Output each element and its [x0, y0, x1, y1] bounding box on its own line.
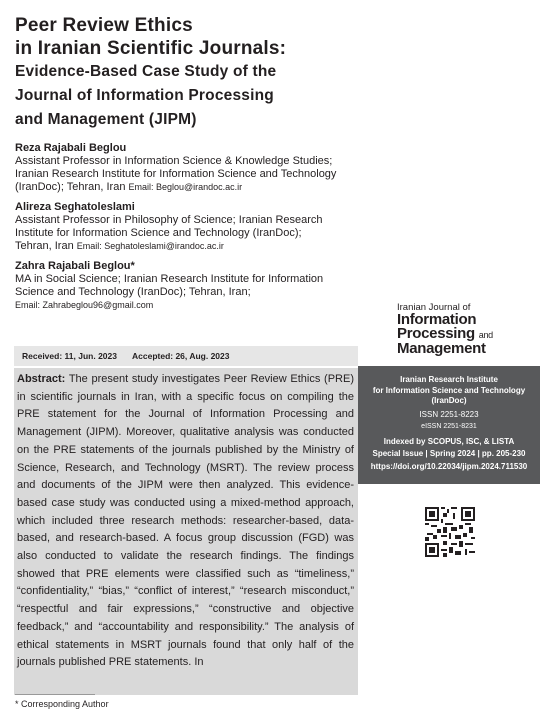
author-email[interactable]: Email: Seghatoleslami@irandoc.ac.ir — [76, 241, 224, 251]
paper-title — [15, 14, 345, 132]
title-line-3: Evidence-Based Case Study of the — [15, 63, 277, 80]
indexing: Indexed by SCOPUS, ISC, & LISTA — [383, 436, 515, 446]
author-affiliation: Assistant Professor in Philosophy of Science; Iranian Research — [15, 214, 323, 226]
qr-code — [425, 507, 475, 557]
author-affiliation: Institute for Information Science and Technology (IranDoc); — [15, 227, 302, 239]
journal-logo — [397, 303, 527, 356]
author-affiliation: (IranDoc); Tehran, Iran — [15, 181, 126, 193]
logo-line-2: Information — [397, 311, 477, 328]
author-name: Zahra Rajabali Beglou* — [15, 260, 135, 272]
institute-name: Iranian Research Institute — [400, 375, 498, 384]
author-affiliation: Assistant Professor in Information Science & Knowledge Studies; — [15, 155, 333, 167]
author-affiliation: Science and Technology (IranDoc); Tehran, Iran; — [15, 286, 251, 298]
doi-link[interactable]: https://doi.org/10.22034/jipm.2024.711530 — [370, 461, 528, 471]
title-line-5: and Management (JIPM) — [15, 111, 197, 128]
abstract-body: The present study investigates Peer Review Ethics (PRE) in scientific journals in Iran, with a specific focus on compiling the PRE statement for the Journal of Information Processing and Management (JIPM). Moreover, qualitative analysis was conducted on the PRE statements of the journals published by the Ministry of Science, Research, and Technology (MSRT). The review process and documents of the JIPM were then analyzed. This evidence-based case study was conducted using a mixed-method approach, which included three research methods: researcher-based, data-based, and research-based. A focus group discussion (FGD) was also conducted to validate the research findings. The findings showed that PRE elements were classified such as “timeliness,” “confidentiality,” “bias,” “conflict of interest,” “research misconduct,” “respectful and fair expressions,” “constructive and objective feedback,” and “accountability and responsibility.” The analysis of ethical statements in MSRT journals found that only half of the journals published PRE statements. In — [17, 373, 354, 669]
author-affiliation: MA in Social Science; Iranian Research Institute for Information — [15, 273, 324, 285]
dates-bar — [14, 346, 358, 366]
issue-info: Special Issue | Spring 2024 | pp. 205-230 — [372, 449, 526, 458]
corresponding-author-note: * Corresponding Author — [15, 699, 109, 709]
abstract-text — [17, 371, 354, 672]
title-line-2: in Iranian Scientific Journals: — [15, 38, 287, 59]
publisher-info-box — [358, 366, 540, 484]
institute-abbrev: (IranDoc) — [431, 396, 467, 405]
author-email[interactable]: Email: Beglou@irandoc.ac.ir — [128, 182, 243, 192]
received-date: Received: 11, Jun. 2023 — [22, 351, 117, 361]
abstract-box — [14, 368, 358, 695]
author-2 — [15, 201, 360, 253]
eissn: eISSN 2251-8231 — [421, 423, 477, 430]
author-affiliation: Iranian Research Institute for Information Science and Technology — [15, 168, 337, 180]
author-list — [15, 142, 360, 319]
accepted-date: Accepted: 26, Aug. 2023 — [132, 351, 230, 361]
author-affiliation: Tehran, Iran — [15, 240, 74, 252]
title-line-1: Peer Review Ethics — [15, 15, 193, 36]
author-name: Alireza Seghatoleslami — [15, 201, 135, 213]
logo-and: and — [478, 330, 493, 340]
author-name: Reza Rajabali Beglou — [15, 142, 127, 154]
logo-line-1: Iranian Journal of — [397, 302, 471, 313]
institute-name-2: for Information Science and Technology — [372, 385, 526, 395]
author-3 — [15, 260, 360, 312]
logo-line-3: Processing — [397, 325, 475, 342]
abstract-label: Abstract: — [17, 373, 66, 385]
logo-line-4: Management — [397, 340, 486, 357]
issn: ISSN 2251-8223 — [419, 409, 479, 419]
author-1 — [15, 142, 360, 194]
title-line-4: Journal of Information Processing — [15, 87, 274, 104]
footnote-divider — [15, 694, 95, 695]
author-email[interactable]: Email: Zahrabeglou96@gmail.com — [15, 300, 154, 310]
